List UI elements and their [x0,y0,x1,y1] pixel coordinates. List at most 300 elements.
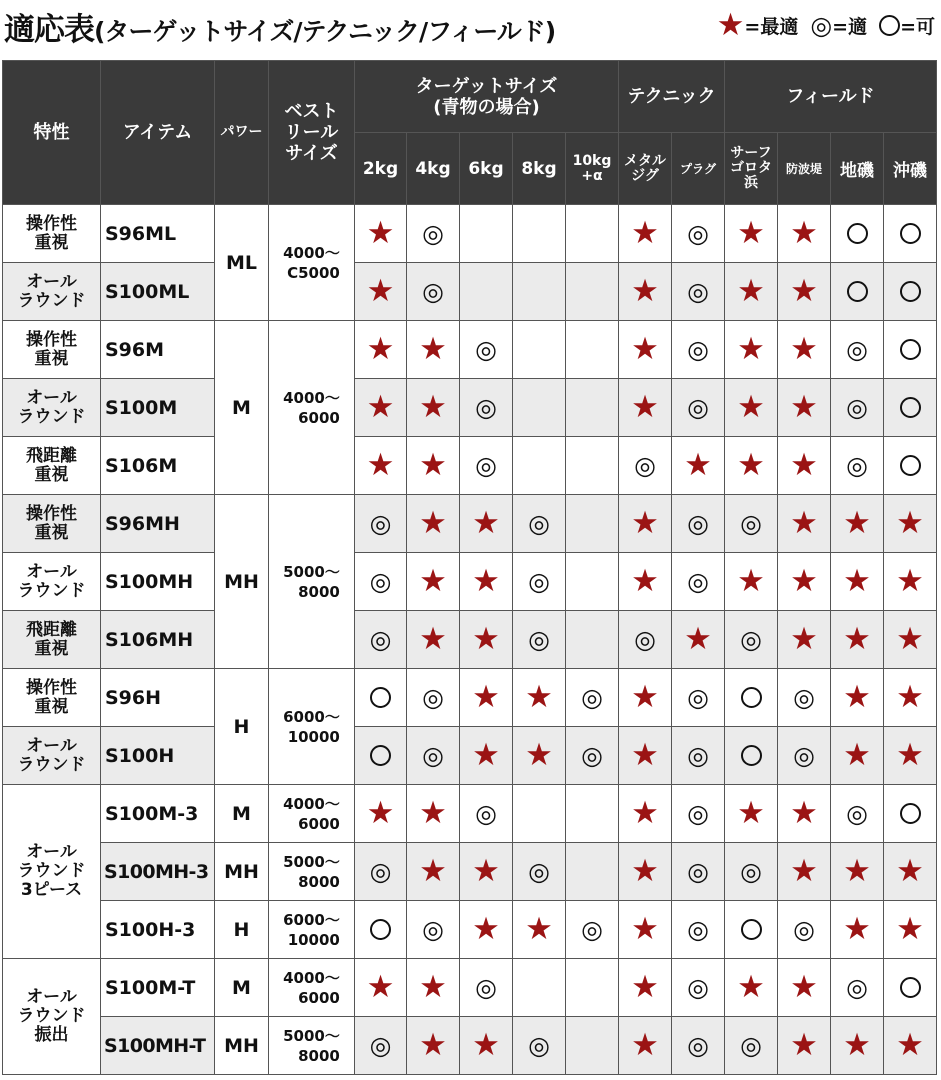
reel-size-text [283,910,340,950]
rating-cell [566,553,619,611]
star-icon: ★ [472,911,500,947]
page-title [4,4,555,49]
rating-cell [513,321,566,379]
double-circle-icon: ◎ [687,567,709,596]
rating-cell [725,205,778,263]
header-reel-line-3: サイズ [285,143,338,164]
rating-cell [566,959,619,1017]
star-icon: ★ [790,563,818,599]
star-icon: ★ [790,331,818,367]
double-circle-icon: ◎ [687,335,709,364]
trait-line-2: ラウンド [17,580,86,601]
reel-size-cell [269,1017,355,1075]
trait-line-2: ラウンド [17,861,86,881]
star-icon: ★ [684,447,712,483]
reel-size-line-2: 8000 [298,582,340,601]
rating-cell [778,321,831,379]
rating-cell [778,437,831,495]
header-plug [672,133,725,205]
trait-cell [3,379,101,437]
table-row [3,321,937,379]
rating-cell [355,785,407,843]
item-cell: S96M [101,321,215,379]
reel-size-cell [269,843,355,901]
rating-cell [778,263,831,321]
star-icon: ★ [843,737,871,773]
star-icon: ★ [843,563,871,599]
table-row [3,669,937,727]
star-icon: ★ [896,563,924,599]
trait-line-2: ラウンド [17,290,86,311]
rating-cell [831,669,884,727]
rating-cell [725,727,778,785]
rating-cell [725,959,778,1017]
header-4kg-line-1: 4kg [415,158,451,179]
item-cell: S96ML [101,205,215,263]
star-icon: ★ [790,505,818,541]
double-circle-icon: ◎ [528,625,550,654]
rating-cell [513,843,566,901]
double-circle-icon: ◎ [369,1031,392,1060]
star-icon: ★ [525,911,553,947]
star-icon: ★ [896,911,924,947]
rating-cell [355,727,407,785]
star-icon: ★ [631,1027,659,1063]
star-icon: ★ [896,1027,924,1063]
rating-cell [672,379,725,437]
item-cell: S100M [101,379,215,437]
trait-line-2: 重視 [34,522,69,543]
star-icon: ★ [631,853,659,889]
circle-icon [900,281,921,302]
star-icon: ★ [419,795,447,831]
circle-icon [847,281,868,302]
rating-cell [831,263,884,321]
double-circle-icon: ◎ [687,683,709,712]
star-icon: ★ [366,215,395,251]
reel-size-line-1: 6000〜 [283,910,340,929]
table-row [3,843,937,901]
item-cell: S100M-T [101,959,215,1017]
star-icon: ★ [366,389,395,425]
header-6kg [460,133,513,205]
trait-cell [3,437,101,495]
double-circle-icon: ◎ [369,857,392,886]
rating-cell [407,437,460,495]
reel-size-line-2: C5000 [287,263,340,282]
rating-cell [407,727,460,785]
rating-cell [778,1017,831,1075]
header-surf-gorota-hama [725,133,778,205]
rating-cell [831,785,884,843]
rating-cell [355,379,407,437]
rating-cell [725,553,778,611]
header-trait: 特性 [3,61,101,205]
circle-icon [900,455,921,476]
rating-cell [672,611,725,669]
rating-cell [778,901,831,959]
item-cell: S100MH [101,553,215,611]
reel-size-line-2: 10000 [287,930,340,949]
table-row [3,959,937,1017]
rating-cell [884,843,937,901]
rating-cell [460,205,513,263]
header-8kg-line-1: 8kg [521,158,557,179]
double-circle-icon: ◎ [740,625,762,654]
trait-cell [3,263,101,321]
table-row [3,785,937,843]
circle-icon [900,339,921,360]
star-icon: ★ [631,969,659,1005]
star-icon: ★ [737,389,765,425]
rating-cell [566,1017,619,1075]
rating-cell [566,727,619,785]
rating-cell [355,959,407,1017]
trait-line-2: ラウンド [17,406,86,427]
rating-cell [513,379,566,437]
table-row [3,901,937,959]
rating-cell [460,321,513,379]
rating-cell [513,1017,566,1075]
rating-cell [884,1017,937,1075]
reel-size-cell [269,669,355,785]
header-oki-iso-line-1: 沖磯 [893,161,927,181]
double-circle-icon: ◎ [793,915,815,944]
rating-cell [566,843,619,901]
header-surf-gorota-hama-line-2: ゴロタ [730,160,772,176]
reel-size-cell [269,495,355,669]
header-10kg-plus [566,133,619,205]
reel-size-cell [269,959,355,1017]
double-circle-icon: ◎ [846,393,868,422]
trait-cell [3,205,101,263]
item-cell: S100ML [101,263,215,321]
rating-cell [619,901,672,959]
rating-cell [566,901,619,959]
rating-cell [355,611,407,669]
double-circle-icon: ◎ [687,973,709,1002]
star-icon: ★ [896,853,924,889]
circle-icon [900,803,921,824]
rating-cell [619,669,672,727]
rating-cell [725,437,778,495]
rating-cell [619,611,672,669]
rating-cell [566,379,619,437]
header-metal-jig-line-1: メタル [624,152,666,169]
rating-cell [778,727,831,785]
rating-cell [566,321,619,379]
rating-cell [884,611,937,669]
rating-cell [619,205,672,263]
reel-size-text [283,852,340,892]
trait-cell [3,553,101,611]
rating-cell [513,263,566,321]
star-icon: ★ [525,679,553,715]
rating-cell [619,843,672,901]
table-row [3,553,937,611]
double-circle-icon: ◎ [687,393,709,422]
legend-circle-label: =可 [900,16,935,38]
compatibility-table [2,60,937,1075]
rating-cell [355,1017,407,1075]
trait-line-2: 重視 [34,464,69,485]
double-circle-icon: ◎ [687,509,709,538]
rating-cell [407,1017,460,1075]
reel-size-text [283,243,340,283]
table-row [3,437,937,495]
circle-icon [741,745,762,766]
double-circle-icon: ◎ [634,625,656,654]
trait-cell [3,727,101,785]
header-8kg [513,133,566,205]
trait-line-1: 飛距離 [26,445,77,466]
rating-cell [355,495,407,553]
rating-cell [619,379,672,437]
star-icon: ★ [419,389,447,425]
star-icon: ★ [843,679,871,715]
rating-cell [566,611,619,669]
header-breakwater [778,133,831,205]
rating-cell [672,321,725,379]
rating-cell [460,495,513,553]
reel-size-line-2: 8000 [298,1046,340,1065]
double-circle-icon: ◎ [528,857,550,886]
trait-line-2: 重視 [34,232,69,253]
circle-icon [847,223,868,244]
rating-cell [407,263,460,321]
rating-cell [513,611,566,669]
legend-star-label: =最適 [744,16,799,38]
double-circle-icon: ◎ [634,451,656,480]
rating-cell [619,727,672,785]
double-circle-icon: ◎ [687,741,709,770]
header-target [355,61,619,133]
rating-cell [778,785,831,843]
rating-cell [566,437,619,495]
rating-cell [725,901,778,959]
rating-cell [831,1017,884,1075]
header-target-line-2: (青物の場合) [433,96,540,118]
rating-cell [831,611,884,669]
trait-line-1: 操作性 [26,329,77,350]
rating-cell [725,321,778,379]
star-icon: ★ [525,737,553,773]
rating-cell [672,843,725,901]
star-icon: ★ [472,563,500,599]
rating-cell [355,843,407,901]
reel-size-line-1: 4000〜 [283,243,340,262]
header-ji-iso [831,133,884,205]
rating-cell [513,727,566,785]
rating-cell [513,437,566,495]
double-circle-icon: ◎ [581,915,603,944]
rating-cell [778,553,831,611]
reel-size-line-2: 6000 [298,988,340,1007]
rating-cell [831,553,884,611]
double-circle-icon: ◎ [687,857,709,886]
star-icon: ★ [790,1027,818,1063]
rating-cell [778,205,831,263]
reel-size-text [283,388,340,428]
rating-cell [672,1017,725,1075]
star-icon: ★ [631,563,659,599]
rating-cell [407,379,460,437]
rating-cell [725,843,778,901]
star-icon: ★ [896,737,924,773]
star-icon: ★ [737,563,765,599]
star-icon: ★ [419,563,447,599]
header-reel [269,61,355,205]
rating-cell [778,669,831,727]
double-circle-icon: ◎ [846,973,868,1002]
double-circle-icon: ◎ [687,219,709,248]
star-icon: ★ [472,853,500,889]
table-row [3,205,937,263]
rating-cell [407,843,460,901]
star-icon: ★ [790,969,818,1005]
double-circle-icon: ◎ [740,857,762,886]
trait-line-1: オール [26,987,77,1007]
reel-size-line-2: 6000 [298,814,340,833]
reel-size-text [283,707,340,747]
item-cell: S106M [101,437,215,495]
rating-cell [884,959,937,1017]
star-icon: ★ [472,737,500,773]
rating-cell [460,263,513,321]
double-circle-icon: ◎ [687,799,709,828]
double-circle-icon: ◎ [369,567,392,596]
reel-size-text [283,968,340,1008]
rating-cell [884,379,937,437]
rating-cell [355,669,407,727]
rating-cell [460,379,513,437]
reel-size-line-1: 5000〜 [283,562,340,581]
star-icon: ★ [419,853,447,889]
rating-cell [884,263,937,321]
title-main: 適応表 [4,12,94,48]
star-icon: ★ [631,331,659,367]
header-item: アイテム [101,61,215,205]
trait-line-2: ラウンド [17,1006,86,1026]
item-cell: S96H [101,669,215,727]
double-circle-icon: ◎ [687,277,709,306]
star-icon: ★ [843,621,871,657]
double-circle-icon: ◎ [422,219,444,248]
power-cell: ML [215,205,269,321]
trait-line-2: 重視 [34,348,69,369]
rating-cell [725,495,778,553]
trait-line-1: オール [26,387,77,408]
double-circle-icon: ◎ [793,741,815,770]
rating-cell [778,959,831,1017]
star-icon: ★ [631,273,659,309]
rating-cell [407,959,460,1017]
trait-line-3: 3ピース [20,880,83,900]
star-icon: ★ [631,737,659,773]
trait-line-1: 操作性 [26,503,77,524]
rating-cell [513,959,566,1017]
double-circle-icon: ◎ [846,451,868,480]
rating-cell [460,901,513,959]
trait-cell [3,669,101,727]
rating-cell [407,901,460,959]
star-icon: ★ [419,621,447,657]
header-surf-gorota-hama-line-1: サーフ [730,145,772,161]
rating-cell [672,901,725,959]
header-10kg-plus-line-1: 10kg [572,152,612,169]
reel-size-line-2: 6000 [298,408,340,427]
rating-cell [778,495,831,553]
rating-cell [778,611,831,669]
star-icon: ★ [843,1027,871,1063]
double-circle-icon: ◎ [369,509,392,538]
rating-cell [725,785,778,843]
star-icon: ★ [419,331,447,367]
table-row [3,727,937,785]
rating-cell [884,495,937,553]
trait-line-1: オール [26,561,77,582]
legend [716,7,935,43]
rating-cell [778,379,831,437]
header-metal-jig [619,133,672,205]
item-cell: S100H [101,727,215,785]
item-cell: S100H-3 [101,901,215,959]
star-icon: ★ [472,621,500,657]
rating-cell [566,205,619,263]
legend-double-circle-label: =適 [832,16,868,38]
rating-cell [355,437,407,495]
rating-cell [884,437,937,495]
trait-line-3: 振出 [34,1025,69,1045]
star-icon: ★ [419,447,447,483]
star-icon: ★ [790,853,818,889]
rating-cell [407,321,460,379]
reel-size-line-1: 6000〜 [283,707,340,726]
circle-icon [900,223,921,244]
rating-cell [460,611,513,669]
power-cell: H [215,901,269,959]
rating-cell [355,553,407,611]
reel-size-text [283,1026,340,1066]
trait-line-2: 重視 [34,638,69,659]
reel-size-cell [269,901,355,959]
circle-icon [900,397,921,418]
rating-cell [672,263,725,321]
trait-line-1: 操作性 [26,213,77,234]
star-icon: ★ [790,621,818,657]
table-row [3,1017,937,1075]
double-circle-icon: ◎ [581,741,603,770]
rating-cell [460,959,513,1017]
power-cell: M [215,785,269,843]
trait-line-1: オール [26,271,77,292]
power-cell: M [215,321,269,495]
circle-icon [741,919,762,940]
trait-line-2: ラウンド [17,754,86,775]
power-cell: MH [215,843,269,901]
item-cell: S100M-3 [101,785,215,843]
rating-cell [460,843,513,901]
star-icon: ★ [843,853,871,889]
rating-cell [566,263,619,321]
star-icon: ★ [366,795,395,831]
rating-cell [672,785,725,843]
rating-cell [831,843,884,901]
rating-cell [407,611,460,669]
double-circle-icon: ◎ [687,1031,709,1060]
rating-cell [884,553,937,611]
title-subtitle: (ターゲットサイズ/テクニック/フィールド) [94,17,556,46]
